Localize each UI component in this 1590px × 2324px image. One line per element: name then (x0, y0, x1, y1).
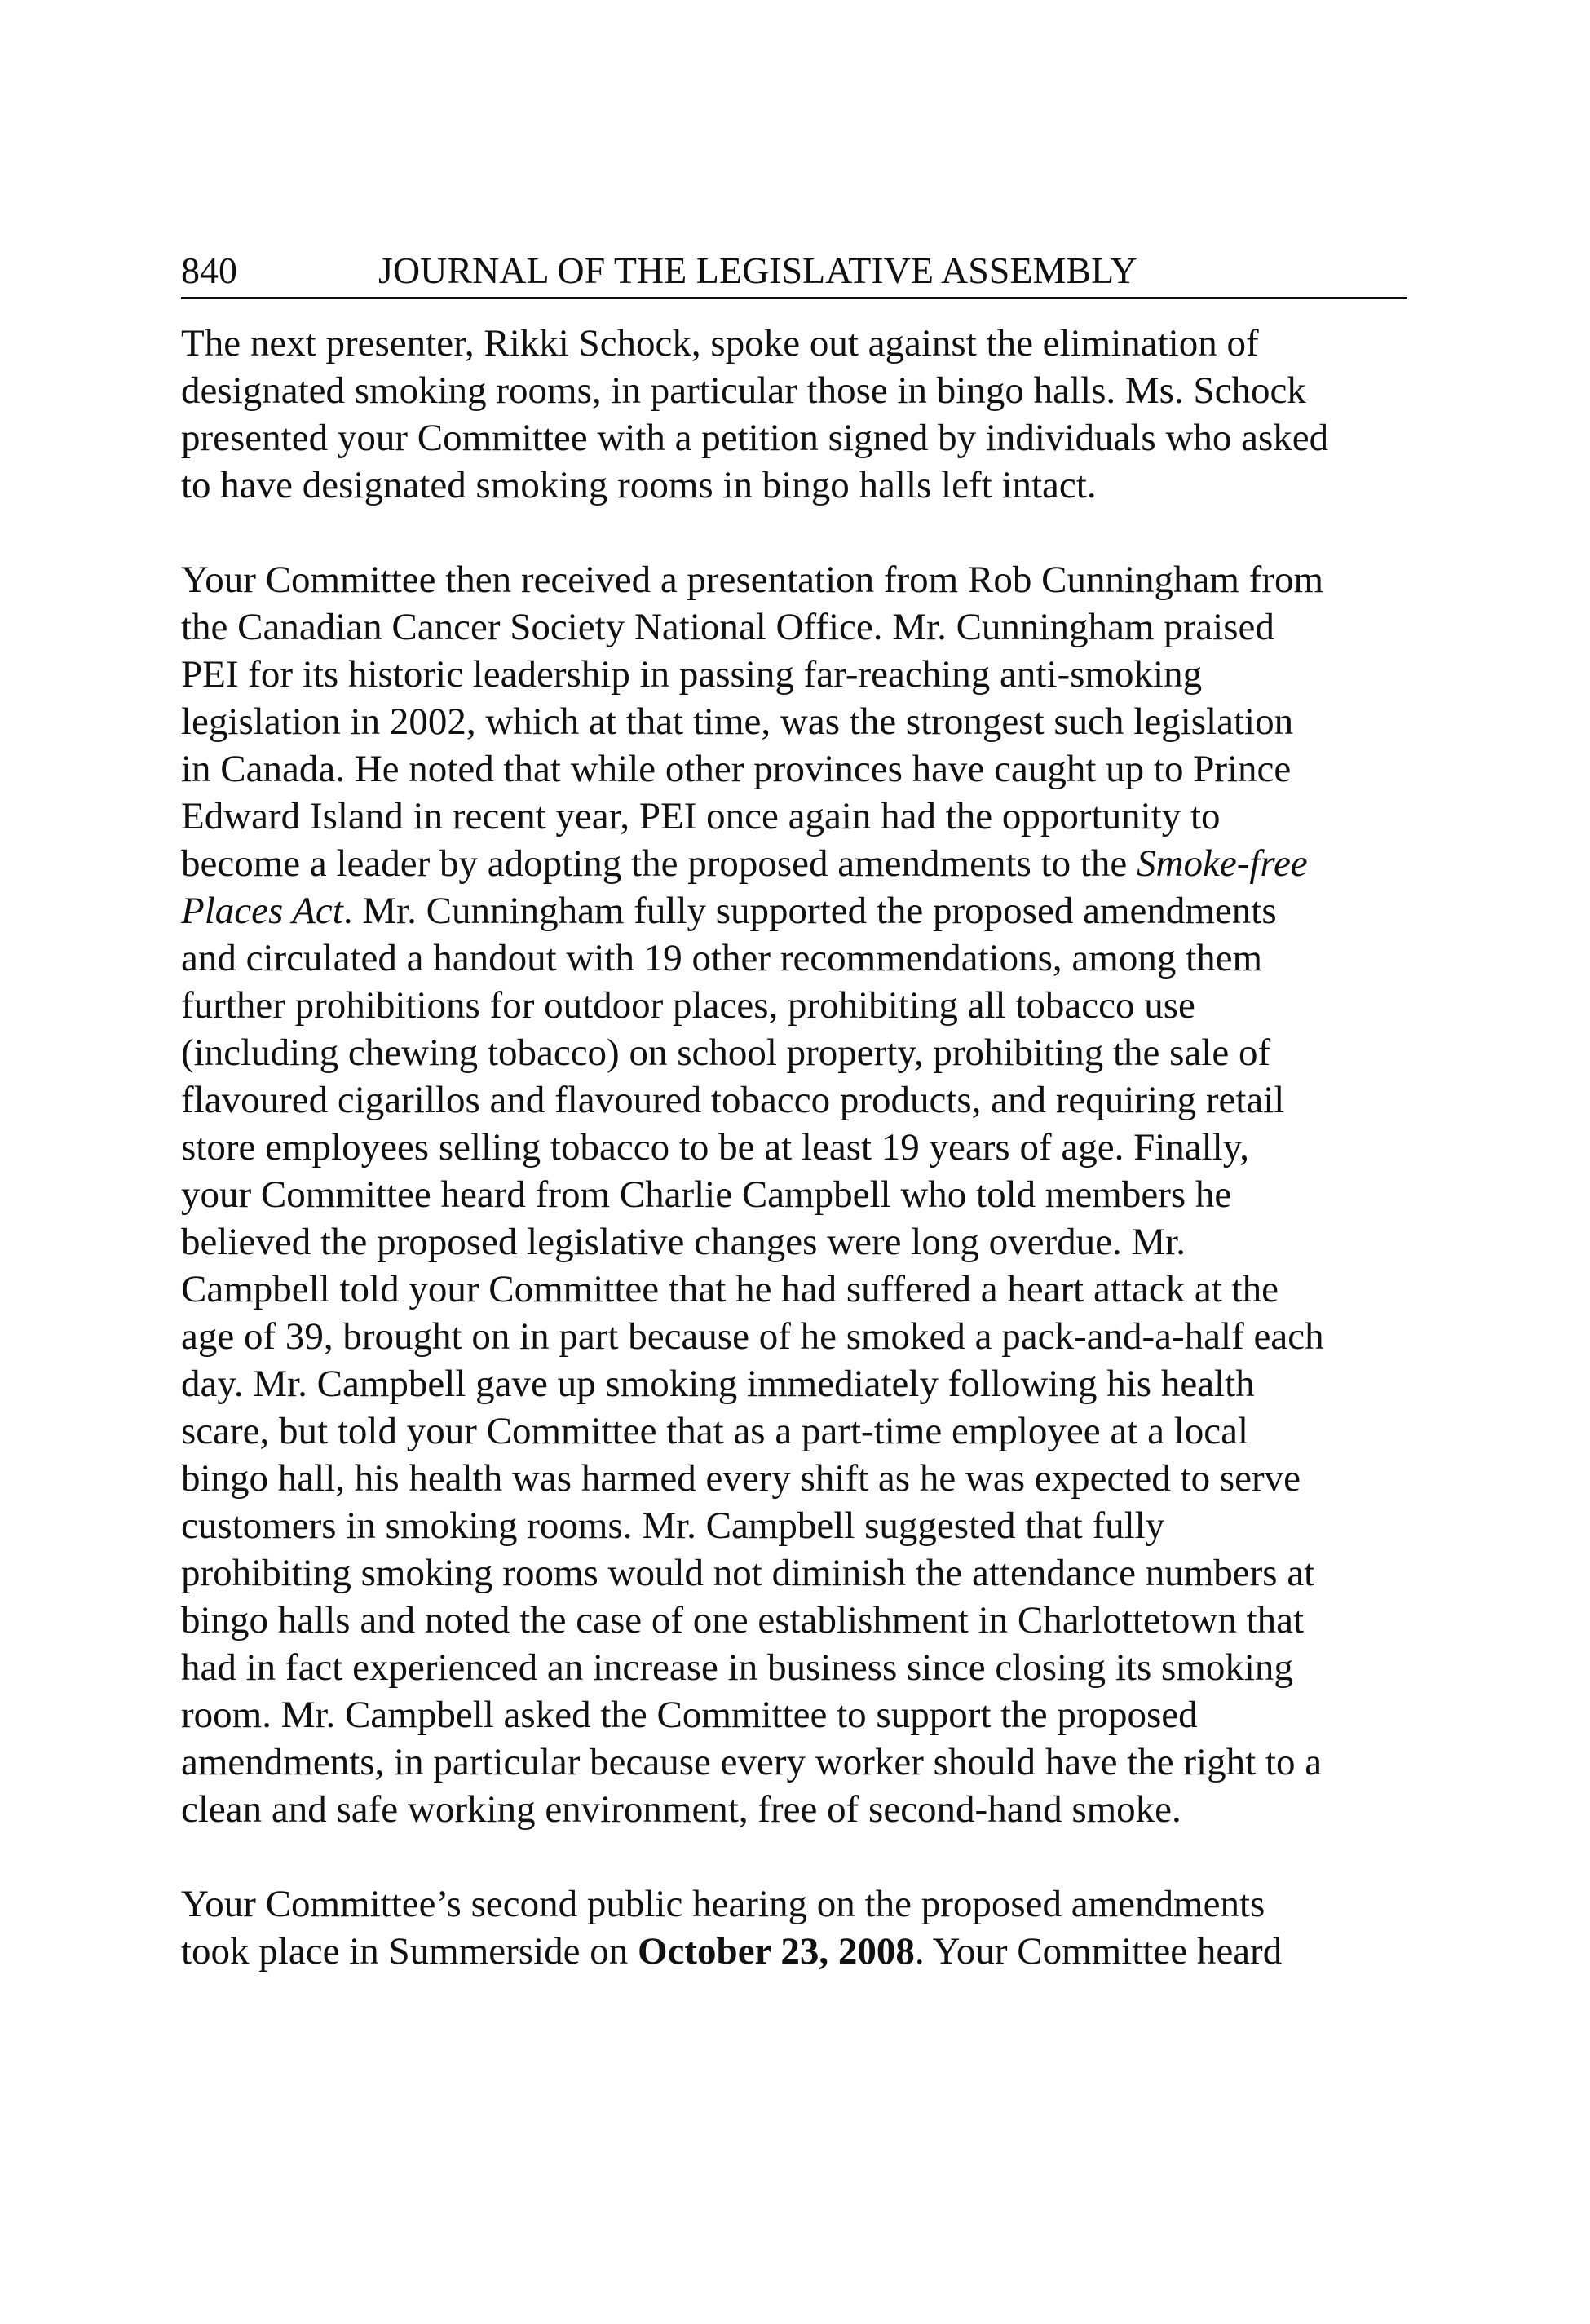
text-fragment: . Your Committee heard (914, 1930, 1283, 1973)
text-line: customers in smoking rooms. Mr. Campbell suggested that fully (181, 1504, 1165, 1547)
hearing-date-bold: October 23, 2008 (637, 1930, 915, 1973)
text-line: the Canadian Cancer Society National Office. Mr. Cunningham praised (181, 606, 1274, 648)
page-number: 840 (181, 250, 237, 291)
text-line: PEI for its historic leadership in passing far-reaching anti-smoking (181, 653, 1203, 696)
paragraph-schock (181, 320, 1412, 509)
text-line: Your Committee then received a presentation from Rob Cunningham from (181, 559, 1324, 601)
text-fragment: become a leader by adopting the proposed amendments to the (181, 842, 1137, 885)
text-line: legislation in 2002, which at that time, was the strongest such legislation (181, 700, 1294, 743)
text-line: room. Mr. Campbell asked the Committee to support the proposed (181, 1694, 1198, 1736)
text-line: your Committee heard from Charlie Campbell who told members he (181, 1173, 1232, 1216)
body-text (181, 320, 1412, 2022)
text-line: had in fact experienced an increase in business since closing its smoking (181, 1646, 1293, 1689)
text-line: store employees selling tobacco to be at least 19 years of age. Finally, (181, 1126, 1249, 1169)
text-line: amendments, in particular because every worker should have the right to a (181, 1741, 1323, 1783)
text-line: (including chewing tobacco) on school property, prohibiting the sale of (181, 1032, 1271, 1074)
text-fragment: . Mr. Cunningham fully supported the proposed amendments (342, 890, 1277, 932)
text-line: age of 39, brought on in part because of he smoked a pack-and-a-half each (181, 1315, 1324, 1358)
text-line: prohibiting smoking rooms would not diminish the attendance numbers at (181, 1552, 1315, 1594)
page-header (181, 245, 1407, 299)
text-line: believed the proposed legislative changes were long overdue. Mr. (181, 1221, 1186, 1263)
text-line: scare, but told your Committee that as a part-time employee at a local (181, 1410, 1249, 1452)
act-title-italic: Places Act (181, 890, 343, 932)
text-line: The next presenter, Rikki Schock, spoke out against the elimination of (181, 322, 1259, 365)
text-line: in Canada. He noted that while other provinces have caught up to Prince (181, 748, 1292, 790)
text-line: day. Mr. Campbell gave up smoking immediately following his health (181, 1363, 1255, 1405)
text-line: bingo halls and noted the case of one establishment in Charlottetown that (181, 1599, 1305, 1641)
act-title-italic: Smoke-free (1137, 842, 1308, 885)
paragraph-cunningham-campbell (181, 556, 1412, 1833)
text-line: Your Committee’s second public hearing on the proposed amendments (181, 1883, 1265, 1925)
text-line: clean and safe working environment, free of second-hand smoke. (181, 1788, 1181, 1831)
text-line (181, 840, 1412, 887)
text-fragment: took place in Summerside on (181, 1930, 638, 1973)
text-line (181, 1928, 1412, 1975)
text-line: and circulated a handout with 19 other recommendations, among them (181, 937, 1263, 979)
text-line: designated smoking rooms, in particular those in bingo halls. Ms. Schock (181, 369, 1306, 412)
text-line (181, 887, 1412, 934)
paragraph-second-hearing (181, 1880, 1412, 1975)
text-line: further prohibitions for outdoor places, prohibiting all tobacco use (181, 984, 1195, 1027)
text-line: flavoured cigarillos and flavoured tobacco products, and requiring retail (181, 1079, 1285, 1121)
text-line: Edward Island in recent year, PEI once again had the opportunity to (181, 795, 1221, 837)
text-line: to have designated smoking rooms in bingo halls left intact. (181, 464, 1097, 506)
text-line: Campbell told your Committee that he had suffered a heart attack at the (181, 1268, 1279, 1310)
text-line: bingo hall, his health was harmed every shift as he was expected to serve (181, 1457, 1301, 1500)
running-head: JOURNAL OF THE LEGISLATIVE ASSEMBLY (378, 250, 1137, 291)
text-line: presented your Committee with a petition signed by individuals who asked (181, 417, 1329, 459)
